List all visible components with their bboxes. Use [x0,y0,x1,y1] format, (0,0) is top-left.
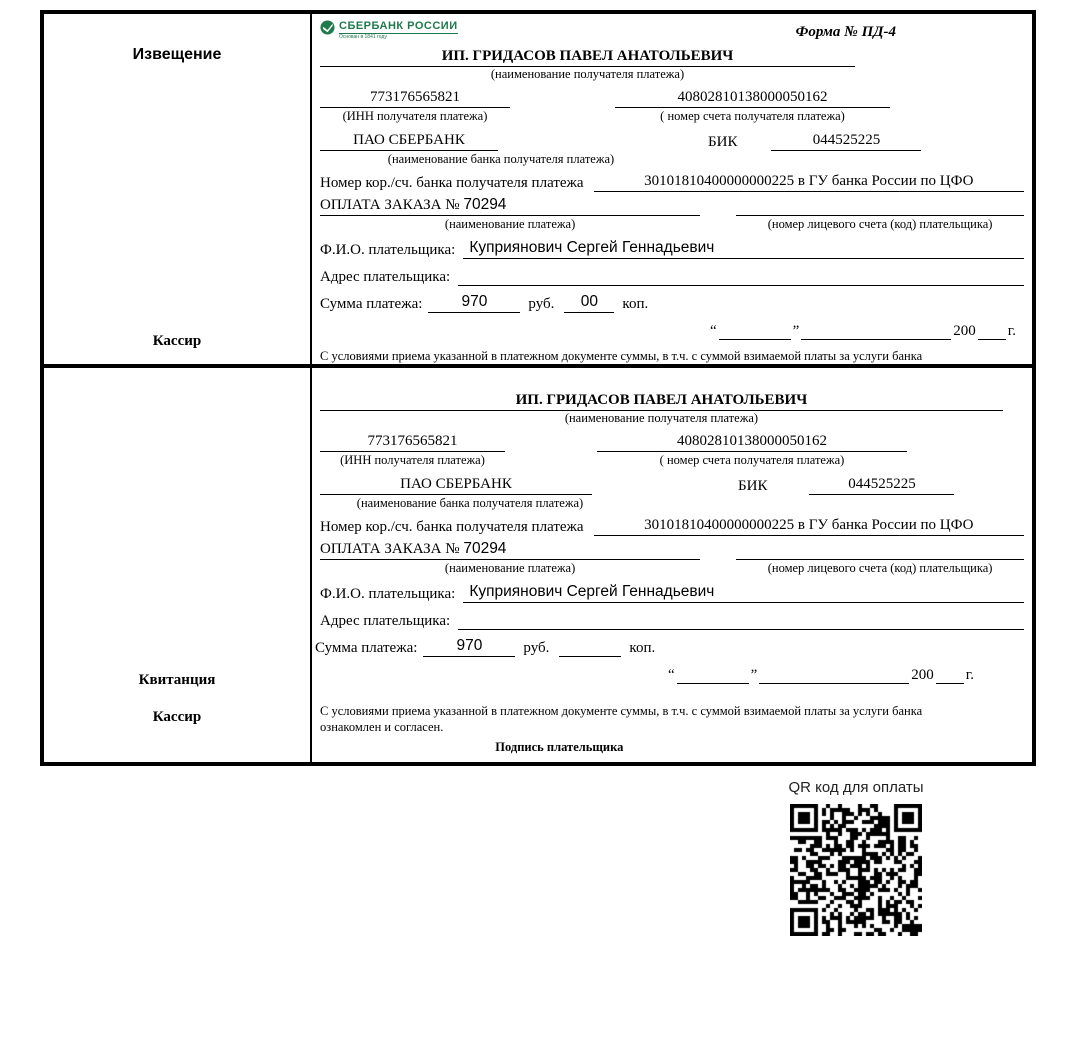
s1-account-field [615,89,890,124]
s1-bik-label: БИК [708,134,738,150]
s1-recipient-caption: (наименование получателя платежа) [490,67,685,81]
s2-payment-name-row [320,540,1024,560]
s2-inn-field [320,433,505,468]
sberbank-logo-name: СБЕРБАНК РОССИИ [339,20,458,32]
s1-payer-name-row [320,239,1024,259]
s2-payer-name-label: Ф.И.О. плательщика: [320,586,456,602]
s2-amount-row [315,637,1024,657]
s2-inn-value: 773176565821 [320,433,505,452]
s1-recipient-block [320,48,855,82]
s2-korr-row [320,517,1024,536]
s1-year-suffix: г. [1007,323,1016,339]
section2-side-label: Квитанция [138,672,216,688]
s2-payer-code-line [736,540,1024,560]
s2-bik-value: 044525225 [809,476,954,495]
section1-header [320,18,1024,48]
s1-payer-code-line [736,196,1024,216]
s1-inn-account-row [320,89,1024,124]
s2-amount-label: Сумма платежа: [315,640,418,656]
s2-signature-label: Подпись плательщика [495,739,624,754]
qr-code-image [790,804,922,936]
s2-disclaimer-line2: ознакомлен и согласен. [320,719,444,734]
sberbank-logo-subtitle: Основан в 1841 году [339,34,387,40]
section1-left-column [44,14,312,368]
s1-korr-label: Номер кор./сч. банка получателя платежа [320,175,584,191]
section2-body [312,368,1032,762]
s1-korr-value: 30101810400000000225 в ГУ банка России по ЦФО [594,173,1024,192]
s1-payment-name-prefix: ОПЛАТА ЗАКАЗА № [320,197,460,213]
s2-amount-kop-value [559,637,621,657]
spacer [510,89,615,124]
s1-payer-name-value: Куприянович Сергей Геннадьевич [463,239,1024,259]
s2-year-prefix: 200 [911,667,934,683]
s1-bank-row [320,132,1024,167]
s1-amount-row [320,293,1024,313]
s1-date-month-line [801,321,951,340]
s1-payment-name-number: 70294 [463,196,507,213]
s1-korr-row [320,173,1024,192]
s1-payer-code-caption: (номер лицевого счета (код) плательщика) [767,217,993,231]
s1-payment-caption: (наименование платежа) [444,217,576,231]
s1-bank-name: ПАО СБЕРБАНК [320,132,498,151]
section2-cashier-label: Кассир [152,709,202,725]
quote-open: “ [709,323,717,339]
s2-disclaimer-line1: С условиями приема указанной в платежном документе суммы, в т.ч. с суммой взимаемой платы за услуги банка [320,704,923,718]
s1-payer-address-label: Адрес плательщика: [320,269,451,285]
s2-payment-caption: (наименование платежа) [444,561,576,575]
section1-cashier-label: Кассир [152,333,202,349]
spacer [505,433,597,468]
s1-amount-label: Сумма платежа: [320,296,423,312]
s2-payment-name [320,540,700,560]
s1-payment-captions [320,217,1024,232]
quote-close: ” [750,667,758,683]
s2-payment-name-prefix: ОПЛАТА ЗАКАЗА № [320,541,460,557]
s1-bik-value: 044525225 [771,132,921,151]
s2-kop-label: коп. [629,640,656,656]
s1-year-line [978,321,1006,340]
s1-account-caption: ( номер счета получателя платежа) [660,109,845,123]
s2-inn-account-row [320,433,1024,468]
s1-disclaimer-line1: С условиями приема указанной в платежном документе суммы, в т.ч. с суммой взимаемой платы за услуги банка [320,349,923,363]
s2-bank-field [320,476,720,511]
s2-date-month-line [759,665,909,684]
s1-payment-name [320,196,700,216]
s2-payer-name-row [320,583,1024,603]
s2-bik-label: БИК [738,478,768,494]
s2-korr-label: Номер кор./сч. банка получателя платежа [320,519,584,535]
s2-payment-name-number: 70294 [463,540,507,557]
s1-bik-field [771,132,921,167]
s1-payer-address-value [458,266,1024,286]
qr-section [770,779,942,936]
s1-amount-rub-value: 970 [428,293,520,313]
s1-kop-label: коп. [622,296,649,312]
s1-date-day-line [719,321,791,340]
s1-inn-field [320,89,510,124]
s2-disclaimer-line2-row [320,720,1024,735]
s1-date-row [320,321,1018,340]
s1-payer-address-row [320,266,1024,286]
s1-bank-caption: (наименование банка получателя платежа) [387,152,615,166]
s1-year-prefix: 200 [953,323,976,339]
s2-account-field [597,433,907,468]
s2-amount-rub-value: 970 [423,637,515,657]
s1-inn-caption: (ИНН получателя платежа) [342,109,488,123]
s2-payer-code-caption: (номер лицевого счета (код) плательщика) [767,561,993,575]
s2-korr-value: 30101810400000000225 в ГУ банка России по ЦФО [594,517,1024,536]
section2-left-column [44,368,312,762]
s2-year-suffix: г. [965,667,974,683]
s1-bank-field [320,132,682,167]
s2-recipient-caption: (наименование получателя платежа) [564,411,759,425]
form-number-title: Форма № ПД-4 [795,24,896,40]
qr-title: QR код для оплаты [788,779,924,796]
quote-open: “ [667,667,675,683]
s1-recipient-name: ИП. ГРИДАСОВ ПАВЕЛ АНАТОЛЬЕВИЧ [320,48,855,67]
s2-rub-label: руб. [523,640,550,656]
s1-payer-name-label: Ф.И.О. плательщика: [320,242,456,258]
s2-payer-address-value [458,610,1024,630]
s1-inn-value: 773176565821 [320,89,510,108]
s2-payer-address-row [320,610,1024,630]
s2-date-row [320,665,976,684]
s1-account-value: 40802810138000050162 [615,89,890,108]
s1-payment-name-row [320,196,1024,216]
s2-payer-name-value: Куприянович Сергей Геннадьевич [463,583,1024,603]
s2-recipient-block [320,392,1003,426]
sberbank-logo-icon [320,20,335,35]
s1-rub-label: руб. [528,296,555,312]
section1-side-label: Извещение [132,46,222,63]
section1-body [312,14,1032,368]
quote-close: ” [792,323,800,339]
s2-bank-name: ПАО СБЕРБАНК [320,476,592,495]
s2-bank-row [320,476,1024,511]
s2-payer-address-label: Адрес плательщика: [320,613,451,629]
s2-year-line [936,665,964,684]
sberbank-logo-text [339,20,458,40]
s2-inn-caption: (ИНН получателя платежа) [340,453,485,467]
payment-form-pd4 [40,10,1036,766]
s2-account-value: 40802810138000050162 [597,433,907,452]
s1-amount-kop-value: 00 [564,293,614,313]
s2-recipient-name: ИП. ГРИДАСОВ ПАВЕЛ АНАТОЛЬЕВИЧ [320,392,1003,411]
s2-bank-caption: (наименование банка получателя платежа) [356,496,584,510]
s2-payment-captions [320,561,1024,576]
sberbank-logo [320,18,458,40]
s2-bik-field [809,476,954,511]
s2-account-caption: ( номер счета получателя платежа) [659,453,845,467]
s2-date-day-line [677,665,749,684]
